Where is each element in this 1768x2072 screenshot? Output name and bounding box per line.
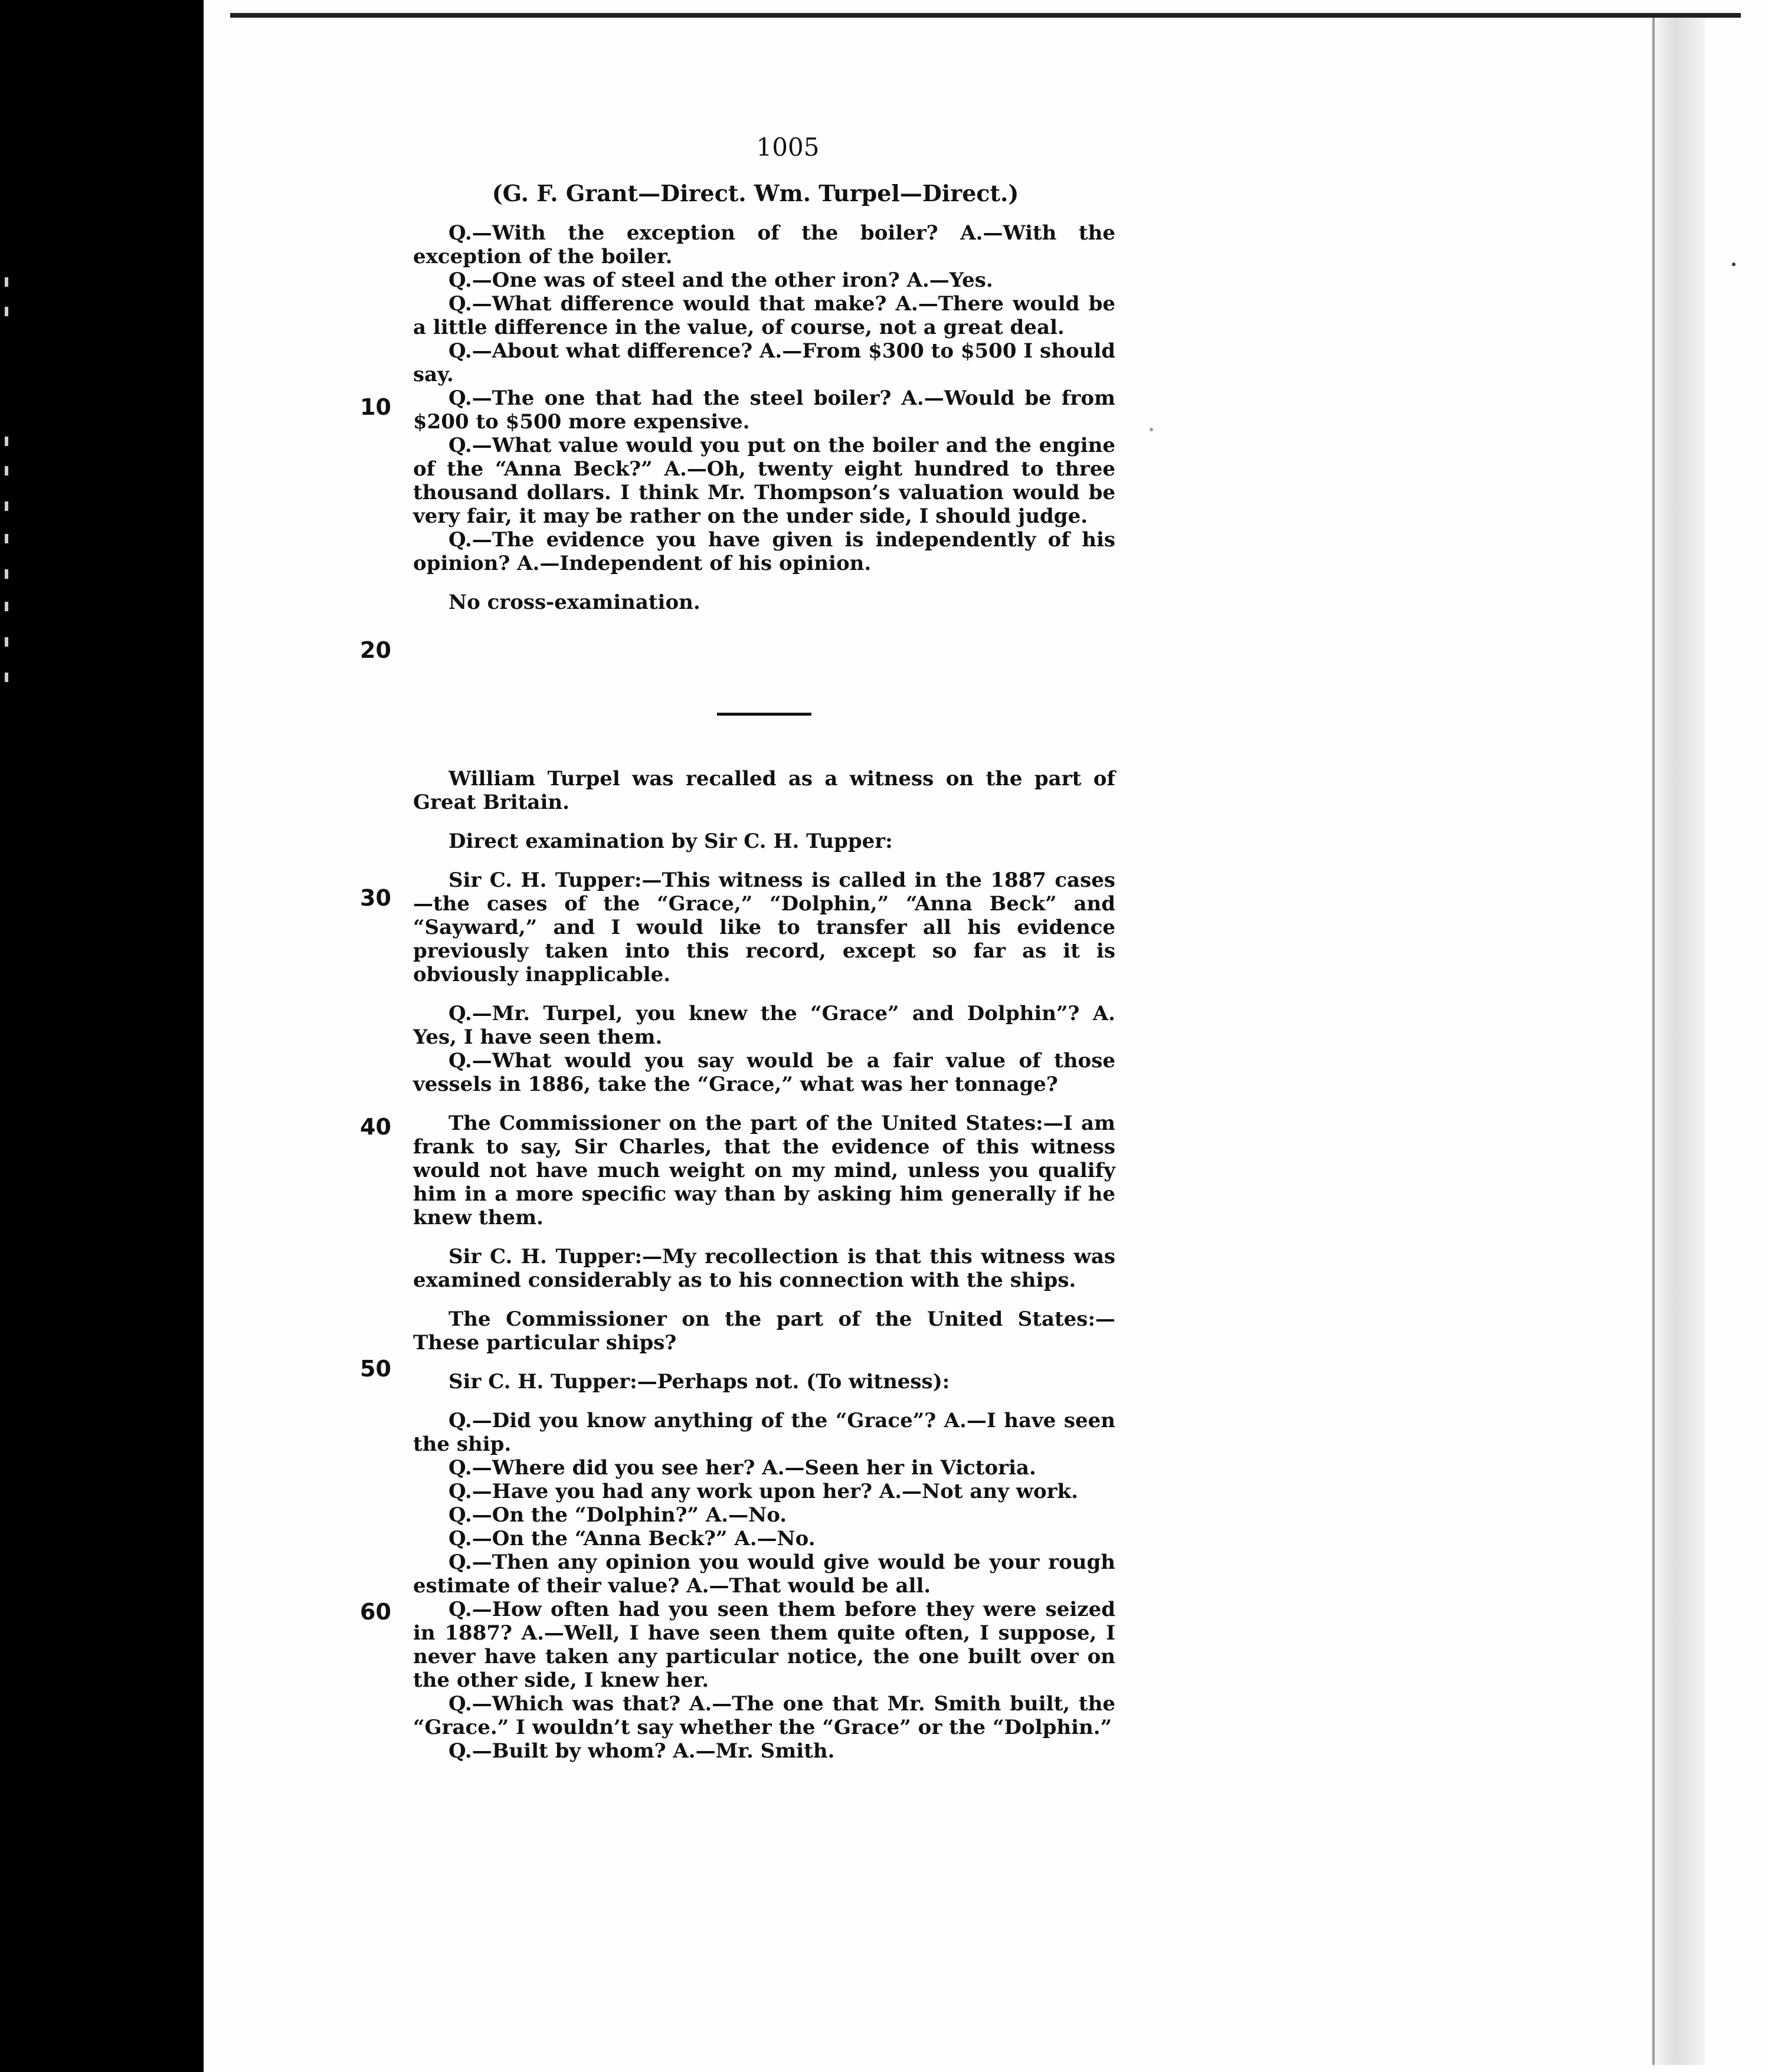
qa-independent-opinion: Q.—The evidence you have given is independently of his opinion? A.—Independent of his opinion.: [413, 528, 1115, 575]
qa-how-often: Q.—How often had you seen them before they were seized in 1887? A.—Well, I have seen them quite often, I suppose, I never have taken any particular notice, the one built over on the other side, I knew her.: [413, 1598, 1115, 1692]
qa-rough-estimate: Q.—Then any opinion you would give would be your rough estimate of their value? A.—That would be all.: [413, 1550, 1115, 1598]
qa-anna-beck: Q.—On the “Anna Beck?” A.—No.: [448, 1527, 816, 1550]
qa-difference: Q.—What difference would that make? A.—There would be a little difference in the value, of course, not a great deal.: [413, 292, 1115, 339]
testimony-block-turpel: [413, 767, 1115, 1763]
commissioner-statement: The Commissioner on the part of the United States:—I am frank to say, Sir Charles, that the evidence of this witness would not have much weight on my mind, unless you qualify him in a more specific way than by asking him generally if he knew them.: [413, 1112, 1115, 1230]
line-number-20: 20: [360, 637, 391, 663]
qa-boiler-engine-value: Q.—What value would you put on the boiler and the engine of the “Anna Beck?” A.—Oh, twenty eight hundred to three thousand dollars. I think Mr. Thompson’s valuation would be very fair, it may be rather on the under side, I should judge.: [413, 434, 1115, 528]
qa-fair-value: Q.—What would you say would be a fair value of those vessels in 1886, take the “Grace,” what was her tonnage?: [413, 1049, 1115, 1096]
no-cross-examination: No cross-examination.: [448, 591, 700, 614]
qa-which-was-that: Q.—Which was that? A.—The one that Mr. Smith built, the “Grace.” I wouldn’t say whether the “Grace” or the “Dolphin.”: [413, 1692, 1115, 1739]
line-number-40: 40: [360, 1114, 391, 1140]
tupper-recollection: Sir C. H. Tupper:—My recollection is that this witness was examined considerably as to his connection with the ships.: [413, 1245, 1115, 1292]
line-number-30: 30: [360, 885, 391, 911]
commissioner-question: The Commissioner on the part of the United States:— These particular ships?: [413, 1307, 1115, 1355]
qa-where-see: Q.—Where did you see her? A.—Seen her in Victoria.: [448, 1456, 1036, 1480]
scan-top-edge: [230, 13, 1741, 18]
qa-steel-iron: Q.—One was of steel and the other iron? A.—Yes.: [448, 268, 993, 292]
qa-steel-boiler: Q.—The one that had the steel boiler? A.—Would be from $200 to $500 more expensive.: [413, 386, 1115, 434]
qa-dolphin: Q.—On the “Dolphin?” A.—No.: [448, 1503, 787, 1527]
witness-recalled: William Turpel was recalled as a witness on the part of Great Britain.: [413, 767, 1115, 814]
qa-knew-grace-dolphin: Q.—Mr. Turpel, you knew the “Grace” and Dolphin”? A. Yes, I have seen them.: [413, 1002, 1115, 1049]
page-fold-edge: [1652, 18, 1705, 2065]
qa-about-difference: Q.—About what difference? A.—From $300 to $500 I should say.: [413, 339, 1116, 386]
scan-margin: [0, 0, 204, 2072]
line-number-60: 60: [360, 1599, 391, 1625]
line-number-50: 50: [360, 1356, 391, 1382]
tupper-statement-transfer: Sir C. H. Tupper:—This witness is called in the 1887 cases —the cases of the “Grace,” “Dolphin,” “Anna Beck” and “Sayward,” and I would like to transfer all his evidence previously taken into this record, except so far as it is obviously inapplicable.: [413, 868, 1115, 986]
scan-speck: [1732, 263, 1736, 266]
qa-exception-boiler: Q.—With the exception of the boiler? A.—With the exception of the boiler.: [413, 221, 1115, 268]
testimony-block-grant: [413, 221, 1115, 614]
section-divider: [717, 713, 811, 716]
page-number: 1005: [756, 133, 820, 162]
line-number-10: 10: [360, 394, 391, 420]
qa-built-by-whom: Q.—Built by whom? A.—Mr. Smith.: [448, 1739, 835, 1763]
running-head: (G. F. Grant—Direct. Wm. Turpel—Direct.): [492, 180, 1019, 206]
qa-know-grace: Q.—Did you know anything of the “Grace”? A.—I have seen the ship.: [413, 1409, 1115, 1456]
tupper-to-witness: Sir C. H. Tupper:—Perhaps not. (To witness):: [448, 1370, 950, 1394]
direct-examination-heading: Direct examination by Sir C. H. Tupper:: [448, 830, 893, 853]
scan-speck: [1150, 428, 1153, 431]
qa-work-upon: Q.—Have you had any work upon her? A.—Not any work.: [448, 1480, 1078, 1503]
